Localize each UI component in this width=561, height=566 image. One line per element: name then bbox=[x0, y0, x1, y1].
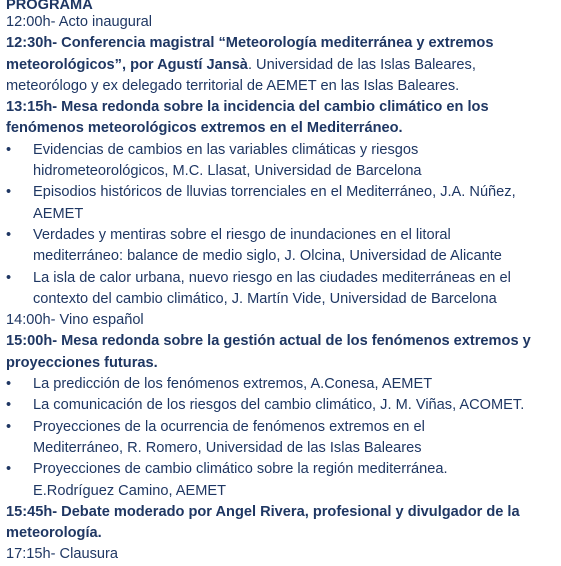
conference-title-line-2 bbox=[6, 55, 561, 76]
conference-speaker: meteorológicos”, por Agustí Jansà bbox=[6, 56, 248, 73]
mesa1-item-3-line-2: mediterráneo: balance de medio siglo, J. Olcina, Universidad de Alicante bbox=[33, 248, 502, 265]
mesa1-item-4-line-1: La isla de calor urbana, nuevo riesgo en las ciudades mediterráneas en el bbox=[33, 269, 511, 286]
debate-title-line-2: meteorología. bbox=[6, 525, 102, 542]
mesa2-item-3-line-1: Proyecciones de la ocurrencia de fenómenos extremos en el bbox=[33, 418, 425, 435]
mesa1-item bbox=[6, 182, 561, 225]
mesa2-item-3-line-2: Mediterráneo, R. Romero, Universidad de las Islas Baleares bbox=[33, 439, 422, 456]
mesa1-item-4-line-2: contexto del cambio climático, J. Martín Vide, Universidad de Barcelona bbox=[33, 290, 497, 307]
mesa2-item-4-line-2: E.Rodríguez Camino, AEMET bbox=[33, 482, 227, 499]
bullet-icon: • bbox=[6, 269, 12, 286]
mesa1-item-1-line-2: hidrometeorológicos, M.C. Llasat, Universidad de Barcelona bbox=[33, 163, 422, 180]
program-heading: PROGRAMA bbox=[6, 0, 93, 13]
mesa1-item bbox=[6, 140, 561, 183]
mesa1-item-2-line-1: Episodios históricos de lluvias torrenciales en el Mediterráneo, J.A. Núñez, bbox=[33, 184, 516, 201]
bullet-icon: • bbox=[6, 376, 12, 393]
bullet-icon: • bbox=[6, 461, 12, 478]
acto-inaugural: 12:00h- Acto inaugural bbox=[6, 14, 153, 30]
conference-title-line-3: meteorólogo y ex delegado territorial de AEMET en las Islas Baleares. bbox=[6, 77, 460, 94]
conference-title-line-1: 12:30h- Conferencia magistral “Meteorología mediterránea y extremos bbox=[6, 35, 494, 52]
debate-title-line-1: 15:45h- Debate moderado por Angel Rivera, profesional y divulgador de la bbox=[6, 503, 520, 520]
mesa1-item-1-line-1: Evidencias de cambios en las variables climáticas y riesgos bbox=[33, 141, 419, 158]
bullet-icon: • bbox=[6, 184, 12, 201]
mesa2-item-1-line-1: La predicción de los fenómenos extremos, A.Conesa, AEMET bbox=[33, 376, 433, 393]
mesa2-title-line-2: proyecciones futuras. bbox=[6, 354, 158, 371]
mesa2-item bbox=[6, 417, 561, 460]
mesa2-item-2-line-1: La comunicación de los riesgos del cambio climático, J. M. Viñas, ACOMET. bbox=[33, 397, 525, 414]
mesa1-item-3-line-1: Verdades y mentiras sobre el riesgo de inundaciones en el litoral bbox=[33, 226, 451, 243]
mesa1-item-2-line-2: AEMET bbox=[33, 205, 84, 222]
mesa2-item bbox=[6, 374, 561, 395]
bullet-icon: • bbox=[6, 418, 12, 435]
clausura: 17:15h- Clausura bbox=[6, 546, 118, 563]
conference-affiliation: . Universidad de las Islas Baleares, bbox=[247, 56, 476, 73]
bullet-icon: • bbox=[6, 226, 12, 243]
mesa1-title-line-1: 13:15h- Mesa redonda sobre la incidencia del cambio climático en los bbox=[6, 99, 489, 116]
mesa2-item bbox=[6, 459, 561, 502]
mesa2-item bbox=[6, 395, 561, 416]
bullet-icon: • bbox=[6, 397, 12, 414]
vino-espanol: 14:00h- Vino español bbox=[6, 312, 144, 329]
mesa1-item bbox=[6, 268, 561, 311]
bullet-icon: • bbox=[6, 141, 12, 158]
mesa2-title-line-1: 15:00h- Mesa redonda sobre la gestión actual de los fenómenos extremos y bbox=[6, 333, 531, 350]
mesa2-item-4-line-1: Proyecciones de cambio climático sobre la región mediterránea. bbox=[33, 461, 448, 478]
mesa1-title-line-2: fenómenos meteorológicos extremos en el Mediterráneo. bbox=[6, 120, 403, 137]
mesa1-item bbox=[6, 225, 561, 268]
